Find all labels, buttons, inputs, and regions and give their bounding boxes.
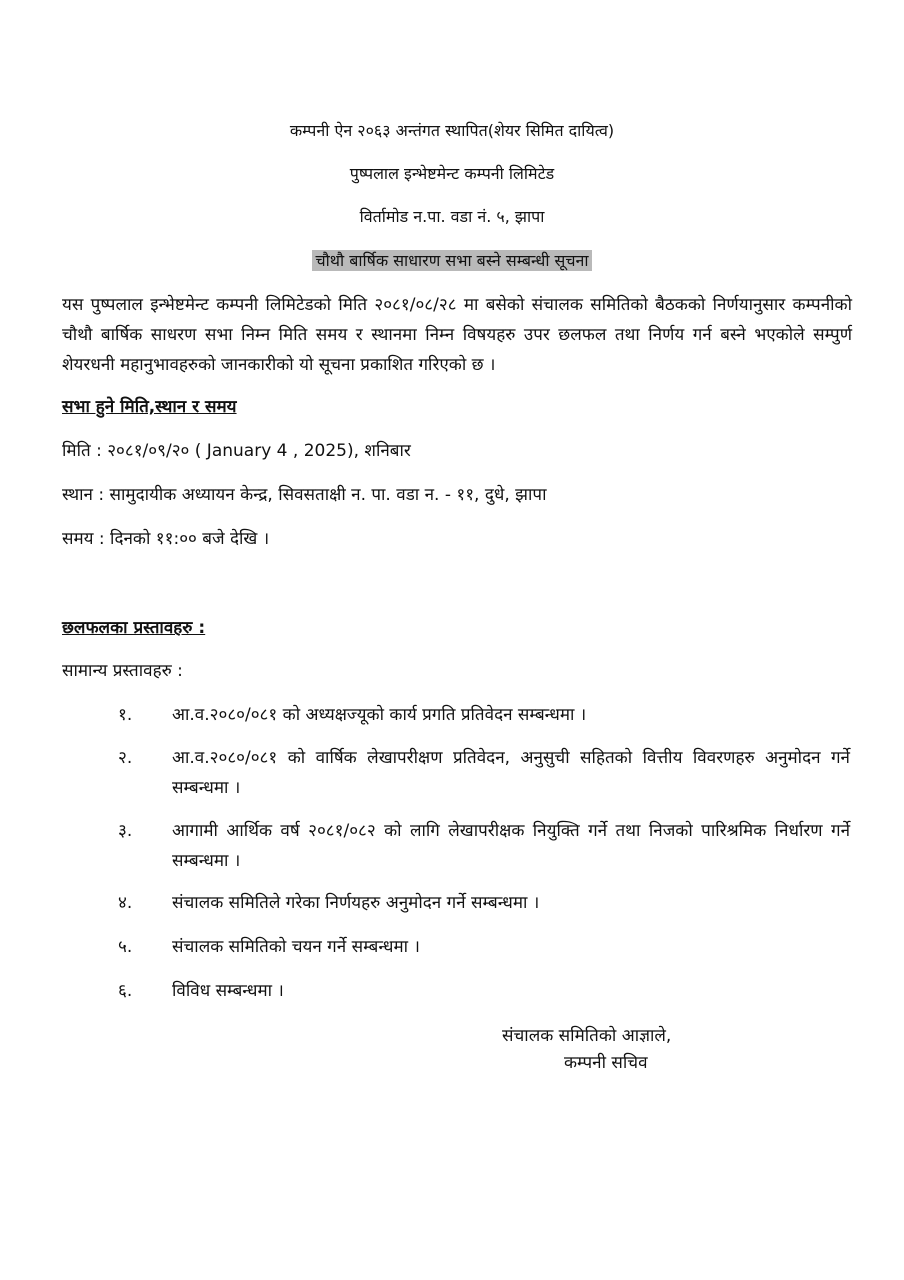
list-item-text: आ.व.२०८०/०८१ को अध्यक्षज्यूको कार्य प्रगति प्रतिवेदन सम्बन्धमा । (172, 705, 587, 725)
list-item-text: आगामी आर्थिक वर्ष २०८१/०८२ को लागि लेखापरीक्षक नियुक्ति गर्ने तथा निजको पारिश्रमिक निर्धारण गर्ने सम्बन्धमा । (172, 821, 850, 871)
company-act-line: कम्पनी ऐन २०६३ अन्तंगत स्थापित(शेयर सिमित दायित्व) (289, 121, 615, 140)
list-item-text: आ.व.२०८०/०८१ को वार्षिक लेखापरीक्षण प्रतिवेदन, अनुसुची सहितको वित्तीय विवरणहरु अनुमोदन गर्ने सम्बन्धमा । (172, 748, 850, 798)
list-item-text: विविध सम्बन्धमा । (172, 981, 284, 1001)
list-item-number: ४. (118, 893, 133, 913)
meeting-venue: स्थान : सामुदायीक अध्यायन केन्द्र, सिवसताक्षी न. पा. वडा न. - ११, दुधे, झापा (62, 485, 547, 505)
meeting-date: मिति : २०८१/०९/२० ( January 4 , 2025), शनिबार (62, 441, 411, 461)
company-name: पुष्पलाल इन्भेष्टमेन्ट कम्पनी लिमिटेड (349, 164, 555, 183)
general-proposals-subheading: सामान्य प्रस्तावहरु : (62, 661, 183, 681)
list-item-text: संचालक समितिले गरेका निर्णयहरु अनुमोदन गर्ने सम्बन्धमा । (172, 893, 540, 913)
list-item-text: संचालक समितिको चयन गर्ने सम्बन्धमा । (172, 937, 420, 957)
notice-title-wrap (0, 250, 904, 272)
proposals-heading: छलफलका प्रस्तावहरु : (62, 618, 206, 638)
meeting-time: समय : दिनको ११:०० बजे देखि । (62, 529, 270, 549)
list-item-number: ३. (118, 821, 133, 841)
list-item-number: ५. (118, 937, 133, 957)
company-address: विर्तामोड न.पा. वडा नं. ५, झापा (359, 207, 545, 226)
signature-title: कम्पनी सचिव (564, 1053, 648, 1073)
intro-paragraph: यस पुष्पलाल इन्भेष्टमेन्ट कम्पनी लिमिटेडको मिति २०८१/०८/२८ मा बसेको संचालक समितिको बैठकको निर्णयानुसार कम्पनीको चौथौ बार्षिक साधरण सभा निम्न मिति समय र स्थानमा निम्न विषयहरु उपर छलफल तथा निर्णय गर्न बस्ने भएकोले सम्पुर्ण शेयरधनी महानुभावहरुको जानकारीको यो सूचना प्रकाशित गरिएको छ । (62, 295, 852, 375)
list-item-number: २. (118, 748, 133, 768)
notice-title: चौथौ बार्षिक साधारण सभा बस्ने सम्बन्धी सूचना (312, 250, 591, 271)
list-item-number: १. (118, 705, 133, 725)
meeting-heading: सभा हुने मिति,स्थान र समय (62, 397, 237, 417)
signature-authority: संचालक समितिको आज्ञाले, (502, 1026, 672, 1046)
list-item-number: ६. (118, 981, 133, 1001)
